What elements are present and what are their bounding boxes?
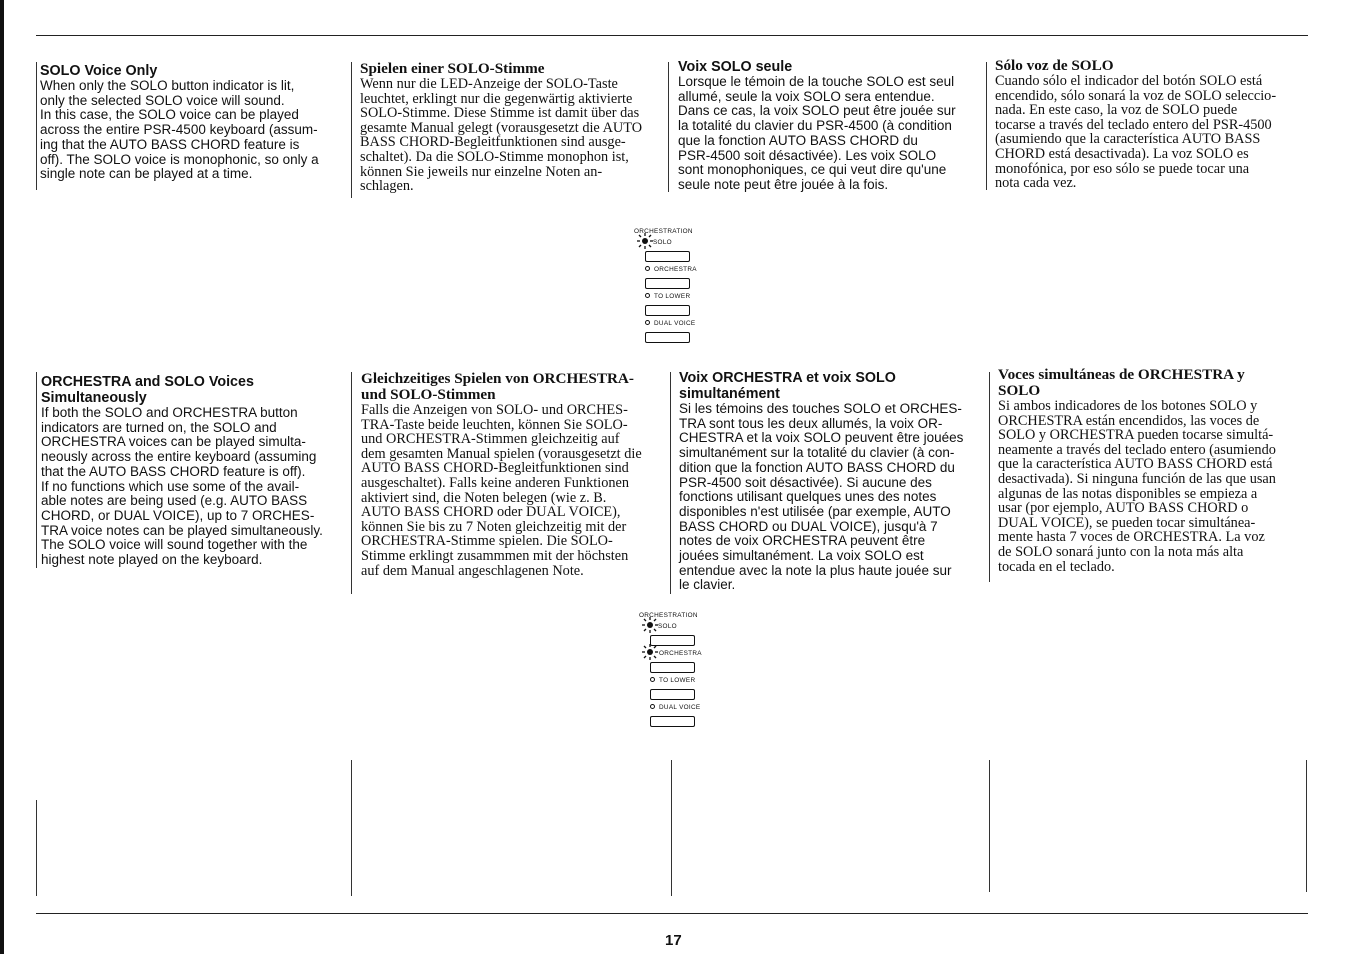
orchestra-button[interactable] xyxy=(650,662,695,673)
section-solo-spanish xyxy=(995,58,1305,191)
section-heading: Gleichzeitiges Spielen von ORCHESTRA- und SOLO-Stimmen xyxy=(361,370,634,403)
column-divider xyxy=(670,372,671,594)
section-orchestra-french xyxy=(679,370,984,593)
lit-indicator-icon xyxy=(642,644,658,660)
section-orchestra-english xyxy=(41,374,346,568)
section-body: Si les témoins des touches SOLO et ORCHES- TRA sont tous les deux allumés, la voix OR- CHESTRA et la voix SOLO peuvent être jouées simultanément sur la totalité du clavier (à con- dition que la fonction AUTO BASS CHORD du PSR-4500 soit désactivée). Si aucune des fonctions utilisant quelques unes des notes disponibles n'est utilisée (par exemple, AUTO BASS CHORD ou DUAL VOICE), jusqu'à 7 notes de voix ORCHESTRA peuvent être jouées simultanément. La voix SOLO est entendue avec la note la plus haute jouée sur le clavier. xyxy=(679,401,964,593)
column-divider xyxy=(989,372,990,582)
section-body: Lorsque le témoin de la touche SOLO est seul allumé, seule la voix SOLO sera entendue. Dans ce cas, la voix SOLO peut être jouée sur la totalité du clavier du PSR-4500 (à condition que la fonction AUTO BASS CHORD du PSR-4500 soit désactivée). Les voix SOLO sont monophoniques, ce qui veut dire qu'une seule note peut être jouée à la fois. xyxy=(678,74,956,192)
section-heading: Sólo voz de SOLO xyxy=(995,57,1114,74)
section-heading: SOLO Voice Only xyxy=(40,63,158,79)
section-heading: Voces simultáneas de ORCHESTRA y SOLO xyxy=(998,366,1245,399)
section-body: If both the SOLO and ORCHESTRA button indicators are turned on, the SOLO and ORCHESTRA voices can be played simulta- neously across the entire keyboard (assuming that the AUTO BASS CHORD feature is off). If no functions which use some of the avail- able notes are being used (e.g. AUTO BASS CHORD, or DUAL VOICE), up to 7 ORCHES- TRA voice notes can be played simultaneously. The SOLO voice will sound together with the highest note played on the keyboard. xyxy=(41,405,323,568)
section-body: Cuando sólo el indicador del botón SOLO está encendido, sólo sonará la voz de SOLO seleccio- nada. En este caso, la voz de SOLO puede tocarse a través del teclado entero del PSR-4500 (asumiendo que la característica AUTO BASS CHORD está desactivada). La voz SOLO es monofónica, por eso sólo se puede tocar una nota cada vez. xyxy=(995,73,1277,192)
column-divider xyxy=(351,62,352,198)
section-solo-english xyxy=(40,63,345,182)
orchestra-indicator xyxy=(645,266,650,271)
dual-voice-indicator xyxy=(650,704,655,709)
section-heading: ORCHESTRA and SOLO Voices Simultaneously xyxy=(41,374,254,406)
column-divider xyxy=(668,62,669,192)
top-rule xyxy=(36,35,1308,36)
orchestra-button[interactable] xyxy=(645,278,690,289)
column-divider xyxy=(986,62,987,190)
column-divider xyxy=(36,800,37,896)
panel-title: ORCHESTRATION xyxy=(639,612,698,619)
solo-label: SOLO xyxy=(653,239,672,246)
lit-indicator-icon xyxy=(637,233,653,249)
dual-voice-label: DUAL VOICE xyxy=(654,320,696,327)
column-divider xyxy=(989,760,990,892)
column-divider xyxy=(351,760,352,896)
to-lower-indicator xyxy=(645,293,650,298)
to-lower-indicator xyxy=(650,677,655,682)
lit-indicator-icon xyxy=(642,617,658,633)
dual-voice-indicator xyxy=(645,320,650,325)
orchestra-label: ORCHESTRA xyxy=(654,266,697,273)
dual-voice-button[interactable] xyxy=(645,332,690,343)
section-orchestra-german xyxy=(361,371,666,578)
to-lower-label: TO LOWER xyxy=(654,293,691,300)
column-divider xyxy=(36,372,37,568)
solo-button[interactable] xyxy=(645,251,690,262)
orchestration-panel-solo-orchestra xyxy=(637,612,717,737)
bottom-rule xyxy=(36,913,1308,914)
page-edge xyxy=(0,0,4,954)
section-solo-german xyxy=(360,61,660,194)
section-orchestra-spanish xyxy=(998,367,1303,574)
page-number: 17 xyxy=(665,932,682,949)
column-divider xyxy=(351,372,352,594)
column-divider xyxy=(36,62,37,190)
orchestration-panel-solo-only xyxy=(632,228,712,353)
section-heading: Voix ORCHESTRA et voix SOLO simultanément xyxy=(679,370,896,402)
to-lower-label: TO LOWER xyxy=(659,677,696,684)
section-solo-french xyxy=(678,59,983,193)
panel-title: ORCHESTRATION xyxy=(634,228,693,235)
section-body: Wenn nur die LED-Anzeige der SOLO-Taste leuchtet, erklingt nur die gegenwärtig aktivierte SOLO-Stimme. Diese Stimme ist damit über das gesamte Manual gelegt (vorausgesetzt die AUTO BASS CHORD-Begleitfunktionen sind ausge- schaltet). Da die SOLO-Stimme monophon ist, können Sie jeweils nur einzelne Noten an- schlagen. xyxy=(360,76,643,195)
section-body: Si ambos indicadores de los botones SOLO y ORCHESTRA están encendidos, las voces de SOLO y ORCHESTRA pueden tocarse simultá- neamente a través del teclado entero (asumiendo que la característica AUTO BASS CHORD está desactivada). Si ninguna función de las que usan algunas de las notas disponibles se empieza a usar (por ejemplo, AUTO BASS CHORD o DUAL VOICE), se pueden tocar simultánea- mente hasta 7 voces de ORCHESTRA. La voz de SOLO sonará junto con la nota más alta tocada en el teclado. xyxy=(998,398,1276,575)
section-body: When only the SOLO button indicator is lit, only the selected SOLO voice will sound. In this case, the SOLO voice can be played across the entire PSR-4500 keyboard (assum- ing that the AUTO BASS CHORD feature is off). The SOLO voice is monophonic, so only a single note can be played at a time. xyxy=(40,78,319,182)
solo-label: SOLO xyxy=(658,623,677,630)
to-lower-button[interactable] xyxy=(650,689,695,700)
section-heading: Voix SOLO seule xyxy=(678,59,793,75)
section-body: Falls die Anzeigen von SOLO- und ORCHES- TRA-Taste beide leuchten, können Sie SOLO- und ORCHESTRA-Stimmen gleichzeitig auf dem gesamten Manual spielen (vorausgesetzt die AUTO BASS CHORD-Begleitfunktionen sind ausgeschaltet). Falls keine anderen Funktionen aktiviert sind, die Noten belegen (wie z. B. AUTO BASS CHORD oder DUAL VOICE), können Sie bis zu 7 Noten gleichzeitig mit der ORCHESTRA-Stimme spielen. Die SOLO- Stimme erklingt zusammmen mit der höchsten auf dem Manual angeschlagenen Note. xyxy=(361,402,642,579)
dual-voice-label: DUAL VOICE xyxy=(659,704,701,711)
orchestra-label: ORCHESTRA xyxy=(659,650,702,657)
column-divider xyxy=(671,760,672,896)
to-lower-button[interactable] xyxy=(645,305,690,316)
column-divider xyxy=(1306,760,1307,892)
section-heading: Spielen einer SOLO-Stimme xyxy=(360,60,545,77)
dual-voice-button[interactable] xyxy=(650,716,695,727)
